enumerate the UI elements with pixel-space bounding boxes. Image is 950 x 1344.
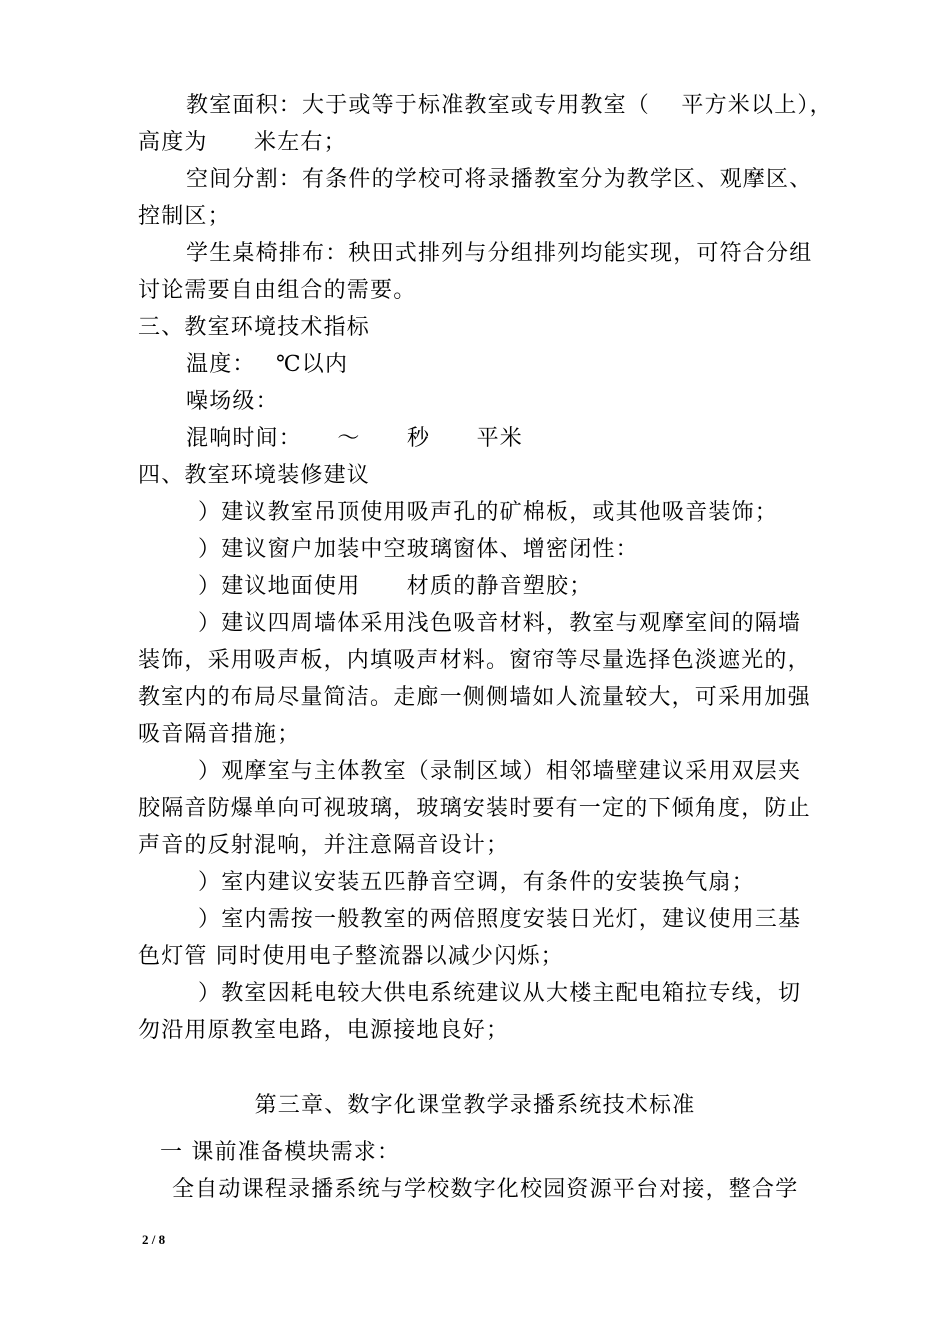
paragraph-line: 装饰，采用吸声板，内填吸声材料。窗帘等尽量选择色淡遮光的， <box>138 648 811 673</box>
paragraph-line: 吸音隔音措施； <box>138 722 301 747</box>
paragraph-line: 高度为 米左右； <box>138 130 347 155</box>
list-item: ）建议地面使用 材质的静音塑胶； <box>198 574 593 599</box>
list-item: ）建议窗户加装中空玻璃窗体、增密闭性： <box>198 537 639 562</box>
paragraph-line: 噪场级： <box>186 389 279 414</box>
paragraph-line: 教室内的布局尽量简洁。走廊一侧侧墙如人流量较大，可采用加强 <box>138 685 811 710</box>
section-heading: 一 课前准备模块需求： <box>160 1140 401 1165</box>
list-item: ）建议教室吊顶使用吸声孔的矿棉板，或其他吸音装饰； <box>198 500 779 525</box>
list-item: ）观摩室与主体教室（录制区域）相邻墙壁建议采用双层夹 <box>198 759 802 784</box>
paragraph-line: 声音的反射混响，并注意隔音设计； <box>138 833 510 858</box>
paragraph-line: 学生桌椅排布：秧田式排列与分组排列均能实现，可符合分组 <box>186 241 813 266</box>
list-item: ）教室因耗电较大供电系统建议从大楼主配电箱拉专线，切 <box>198 981 802 1006</box>
paragraph-line: 教室面积：大于或等于标准教室或专用教室（ 平方米以上）， <box>186 93 833 118</box>
paragraph-line: 全自动课程录播系统与学校数字化校园资源平台对接，整合学 <box>172 1177 799 1202</box>
paragraph-line: 空间分割：有条件的学校可将录播教室分为教学区、观摩区、 <box>186 167 813 192</box>
list-item: ）建议四周墙体采用浅色吸音材料，教室与观摩室间的隔墙 <box>198 611 802 636</box>
list-item: ）室内需按一般教室的两倍照度安装日光灯，建议使用三基 <box>198 907 802 932</box>
paragraph-line: 温度： ℃以内 <box>186 352 349 377</box>
page-number: 2 / 8 <box>142 1232 166 1247</box>
paragraph-line: 胶隔音防爆单向可视玻璃，玻璃安装时要有一定的下倾角度，防止 <box>138 796 811 821</box>
paragraph-line: 混响时间： ～ 秒 平米 <box>186 426 524 451</box>
list-item: ）室内建议安装五匹静音空调，有条件的安装换气扇； <box>198 870 755 895</box>
section-heading: 四、教室环境装修建议 <box>138 463 371 488</box>
paragraph-line: 色灯管 同时使用电子整流器以减少闪烁； <box>138 944 564 969</box>
chapter-title: 第三章、数字化课堂教学录播系统技术标准 <box>254 1093 696 1118</box>
paragraph-line: 讨论需要自由组合的需要。 <box>138 278 417 303</box>
section-heading: 三、教室环境技术指标 <box>138 315 371 340</box>
paragraph-line: 勿沿用原教室电路，电源接地良好； <box>138 1018 510 1043</box>
paragraph-line: 控制区； <box>138 204 231 229</box>
